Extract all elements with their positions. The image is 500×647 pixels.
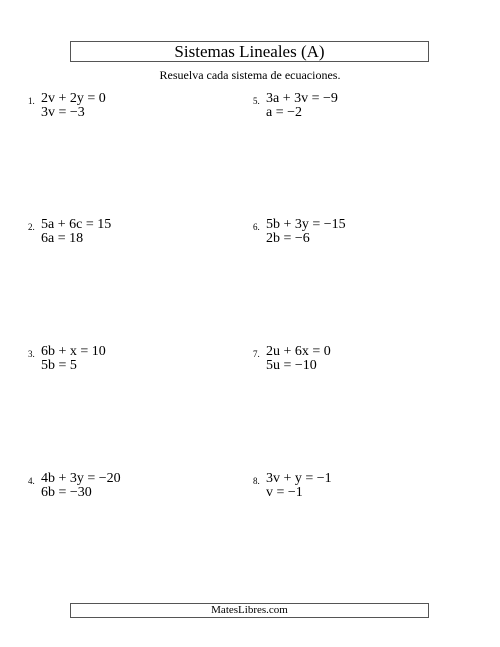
equation-1: 3v + y = −1	[266, 471, 332, 486]
problem-number: 5.	[253, 96, 260, 106]
equation-2: 6b = −30	[41, 485, 92, 500]
problem-number: 3.	[28, 349, 35, 359]
equation-1: 5b + 3y = −15	[266, 217, 346, 232]
equation-1: 4b + 3y = −20	[41, 471, 121, 486]
footer-site-name: MatesLibres.com	[211, 604, 288, 616]
equation-1: 6b + x = 10	[41, 344, 106, 359]
problem-number: 8.	[253, 476, 260, 486]
worksheet-title: Sistemas Lineales (A)	[174, 42, 325, 61]
equation-2: v = −1	[266, 485, 303, 500]
equation-1: 5a + 6c = 15	[41, 217, 112, 232]
problem-number: 4.	[28, 476, 35, 486]
equation-system	[266, 218, 346, 246]
equation-system	[266, 472, 332, 500]
equation-2: 5b = 5	[41, 358, 77, 373]
instructions: Resuelva cada sistema de ecuaciones.	[159, 68, 341, 82]
equation-system	[41, 472, 121, 500]
equation-1: 2v + 2y = 0	[41, 91, 106, 106]
problem-number: 7.	[253, 349, 260, 359]
problem-number: 6.	[253, 222, 260, 232]
problem-number: 2.	[28, 222, 35, 232]
footer-box	[70, 603, 429, 618]
equation-1: 3a + 3v = −9	[266, 91, 338, 106]
equation-2: 3v = −3	[41, 105, 85, 120]
equation-system	[41, 218, 111, 246]
equation-2: a = −2	[266, 105, 303, 120]
equation-system	[41, 92, 106, 120]
worksheet-title-box	[70, 41, 429, 62]
equation-2: 6a = 18	[41, 231, 84, 246]
problem-number: 1.	[28, 96, 35, 106]
equation-system	[41, 345, 106, 373]
equation-2: 2b = −6	[266, 231, 310, 246]
equation-1: 2u + 6x = 0	[266, 344, 331, 359]
equation-system	[266, 92, 338, 120]
equation-system	[266, 345, 331, 373]
equation-2: 5u = −10	[266, 358, 317, 373]
